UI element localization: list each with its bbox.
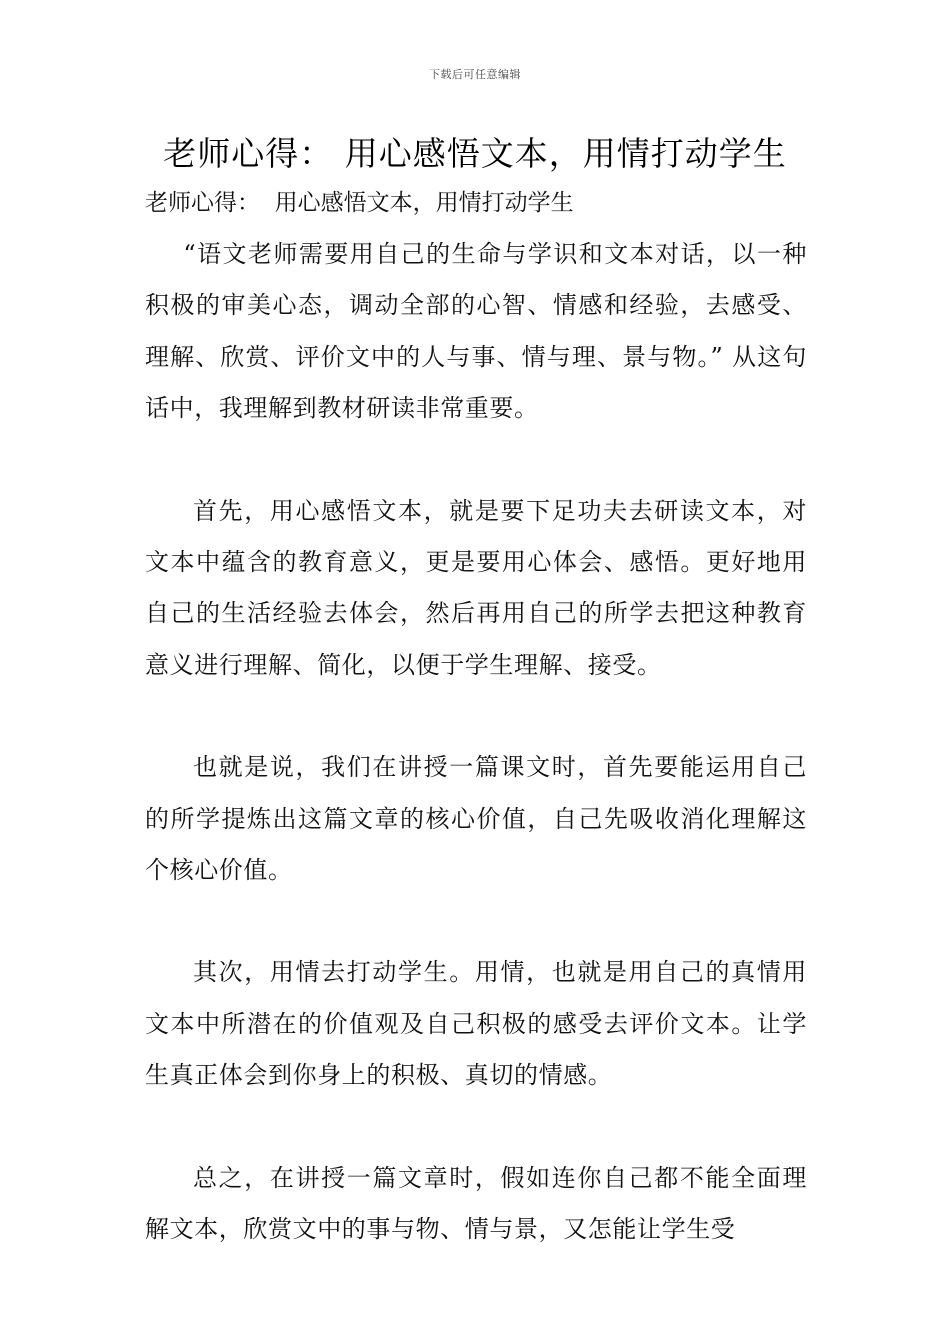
paragraph-first-point: 首先，用心感悟文本，就是要下足功夫去研读文本，对文本中蕴含的教育意义，更是要用心体会、感悟。更好地用自己的生活经验去体会，然后再用自己的所学去把这种教育意义进行理解、简化，以便于学生理解、接受。	[145, 496, 807, 679]
paragraph-explanation: 也就是说，我们在讲授一篇课文时，首先要能运用自己的所学提炼出这篇文章的核心价值，自己先吸收消化理解这个核心价值。	[145, 753, 807, 885]
paragraph-quote: “语文老师需要用自己的生命与学识和文本对话，以一种积极的审美心态，调动全部的心智、情感和经验，去感受、理解、欣赏、评价文中的人与事、情与理、景与物。” 从这句话中，我理解到教材研读非常重要。	[145, 240, 807, 423]
paragraph-second-point: 其次，用情去打动学生。用情，也就是用自己的真情用文本中所潜在的价值观及自己积极的感受去评价文本。让学生真正体会到你身上的积极、真切的情感。	[145, 958, 807, 1090]
document-body	[145, 229, 807, 1256]
document-title: 老师心得： 用心感悟文本，用情打动学生	[163, 134, 787, 173]
document-subtitle: 老师心得： 用心感悟文本，用情打动学生	[145, 190, 574, 216]
paragraph-conclusion: 总之，在讲授一篇文章时，假如连你自己都不能全面理解文本，欣赏文中的事与物、情与景，又怎能让学生受	[145, 1163, 807, 1244]
header-note: 下载后可任意编辑	[429, 68, 521, 81]
